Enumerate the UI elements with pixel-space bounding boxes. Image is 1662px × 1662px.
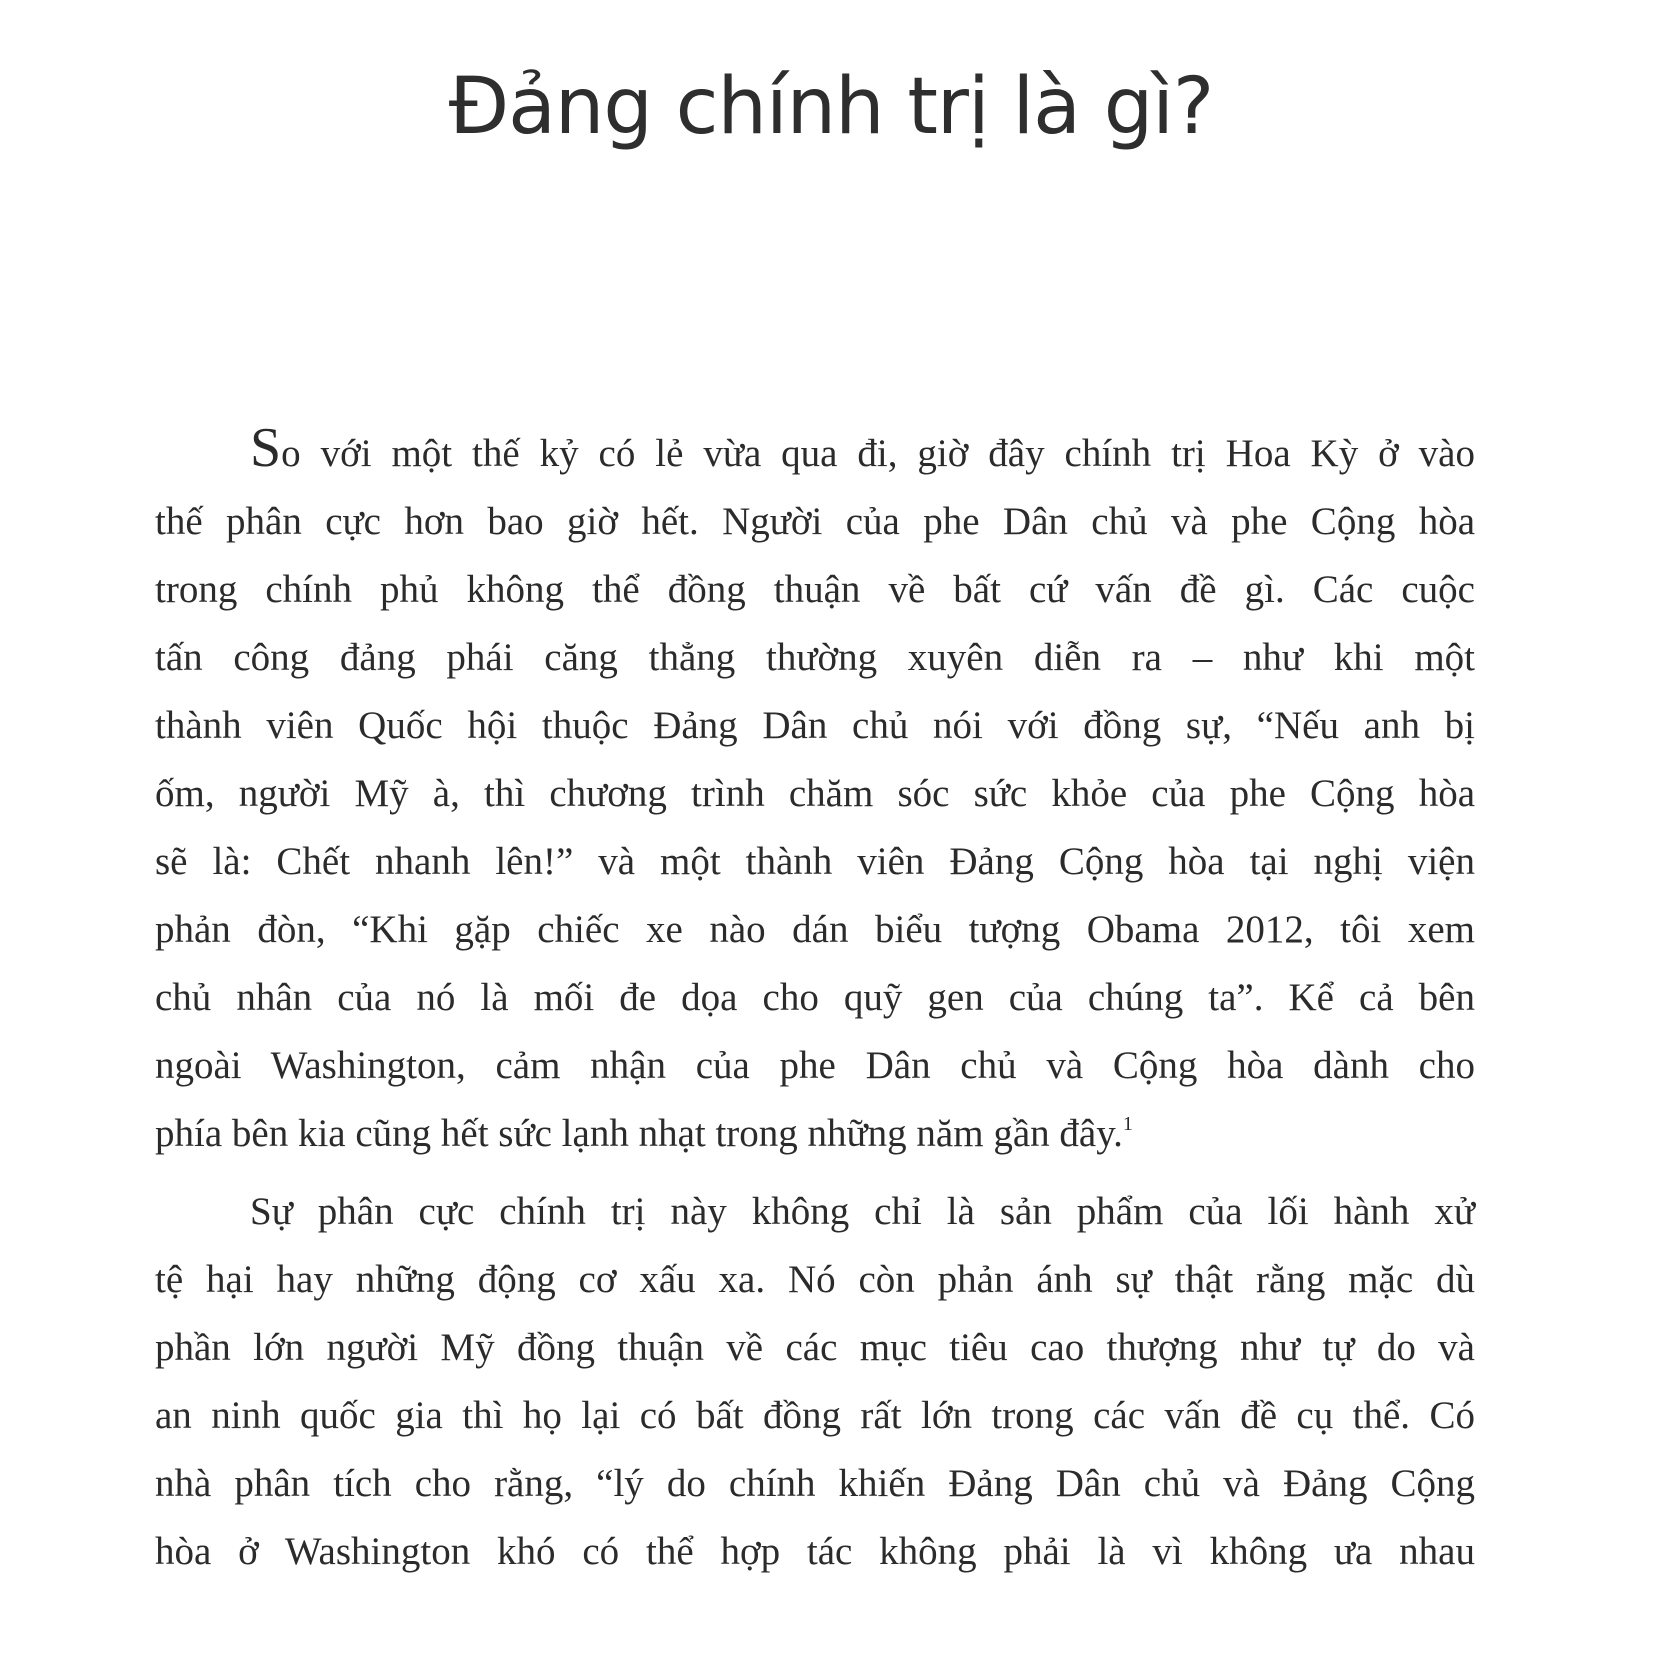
paragraph-2-line-4: an ninh quốc gia thì họ lại có bất đồng rất lớn trong các vấn đề cụ thể. Có [155,1394,1475,1437]
paragraph-1-line-6: ốm, người Mỹ à, thì chương trình chăm sóc sức khỏe của phe Cộng hòa [155,772,1475,815]
paragraph-1-line-1 [155,417,1475,488]
paragraph-1-line-1-text: o với một thế kỷ có lẻ vừa qua đi, giờ đây chính trị Hoa Kỳ ở vào [281,432,1475,475]
paragraph-1-line-5: thành viên Quốc hội thuộc Đảng Dân chủ nói với đồng sự, “Nếu anh bị [155,704,1475,747]
paragraph-1-line-3: trong chính phủ không thể đồng thuận về bất cứ vấn đề gì. Các cuộc [155,568,1475,611]
paragraph-1-line-4: tấn công đảng phái căng thẳng thường xuyên diễn ra – như khi một [155,636,1475,679]
paragraph-1-line-8: phản đòn, “Khi gặp chiếc xe nào dán biểu tượng Obama 2012, tôi xem [155,908,1475,951]
drop-cap: S [250,417,282,479]
body-text [155,417,1475,1586]
paragraph-1-line-2: thế phân cực hơn bao giờ hết. Người của phe Dân chủ và phe Cộng hòa [155,500,1475,543]
paragraph-1-line-9: chủ nhân của nó là mối đe dọa cho quỹ gen của chúng ta”. Kể cả bên [155,976,1475,1019]
paragraph-1-line-10: ngoài Washington, cảm nhận của phe Dân chủ và Cộng hòa dành cho [155,1044,1475,1087]
paragraph-2-line-2: tệ hại hay những động cơ xấu xa. Nó còn phản ánh sự thật rằng mặc dù [155,1258,1475,1301]
paragraph-2-line-1: Sự phân cực chính trị này không chỉ là sản phẩm của lối hành xử [250,1190,1475,1233]
paragraph-2-line-5: nhà phân tích cho rằng, “lý do chính khiến Đảng Dân chủ và Đảng Cộng [155,1462,1475,1505]
paragraph-1-line-11-text: phía bên kia cũng hết sức lạnh nhạt trong những năm gần đây. [155,1112,1123,1155]
paragraph-2-line-3: phần lớn người Mỹ đồng thuận về các mục tiêu cao thượng như tự do và [155,1326,1475,1369]
paragraph-2-line-6: hòa ở Washington khó có thể hợp tác không phải là vì không ưa nhau [155,1530,1475,1573]
footnote-marker: 1 [1122,1113,1133,1135]
paragraph-1-line-11 [155,1100,1475,1168]
chapter-title: Đảng chính trị là gì? [448,62,1214,152]
paragraph-1-line-7: sẽ là: Chết nhanh lên!” và một thành viên Đảng Cộng hòa tại nghị viện [155,840,1475,883]
paragraph-gap [155,1168,1475,1178]
